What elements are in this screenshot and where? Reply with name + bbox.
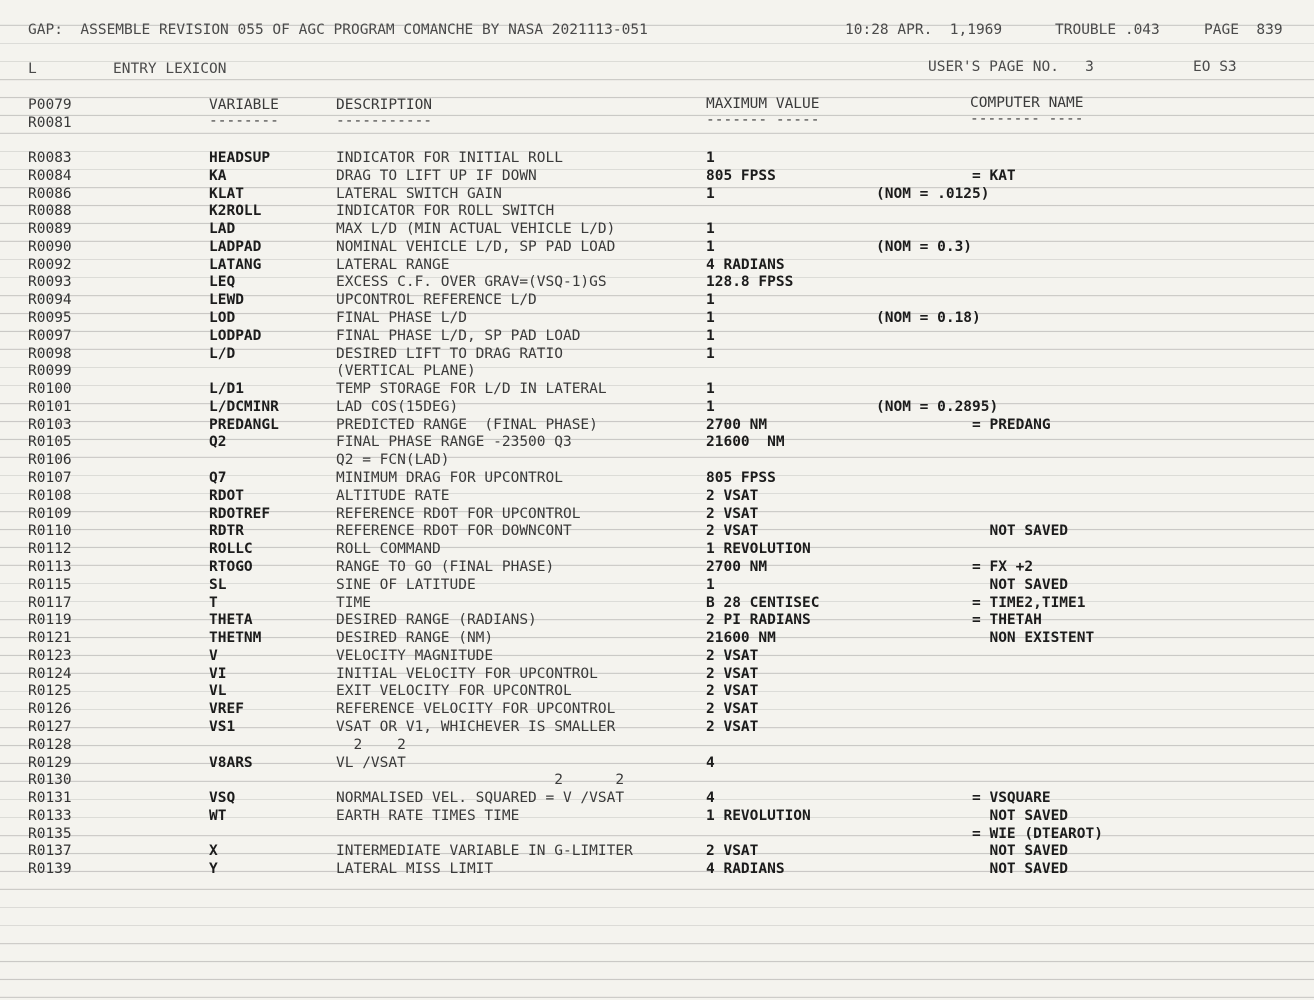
row-variable: RDTR	[209, 523, 244, 540]
row-description: TEMP STORAGE FOR L/D IN LATERAL	[336, 381, 607, 398]
row-variable: LODPAD	[209, 327, 262, 344]
column-ref-top: P0079	[28, 97, 72, 113]
row-ref: R0093	[28, 274, 72, 291]
row-ref: R0092	[28, 256, 72, 273]
row-variable: THETNM	[209, 630, 262, 647]
row-maximum-value: 805 FPSS	[706, 167, 776, 184]
row-description: DRAG TO LIFT UP IF DOWN	[336, 167, 537, 184]
row-variable: VS1	[209, 718, 236, 735]
row-description: MAX L/D (MIN ACTUAL VEHICLE L/D)	[336, 221, 616, 238]
header-section-title: ENTRY LEXICON	[113, 61, 227, 77]
row-maximum-value: 2 VSAT	[706, 523, 759, 540]
row-description: REFERENCE RDOT FOR DOWNCONT	[336, 523, 572, 540]
row-description: VL /VSAT	[336, 754, 406, 771]
row-ref: R0124	[28, 665, 72, 682]
row-description: NOMINAL VEHICLE L/D, SP PAD LOAD	[336, 238, 616, 255]
column-header-variable: VARIABLE	[209, 97, 279, 113]
row-description: LATERAL RANGE	[336, 256, 450, 273]
row-ref: R0106	[28, 452, 72, 469]
row-computer-name: = VSQUARE	[972, 790, 1051, 807]
row-ref: R0090	[28, 238, 72, 255]
header-log-marker: L	[28, 61, 37, 77]
row-variable: ROLLC	[209, 541, 253, 558]
row-description: (VERTICAL PLANE)	[336, 363, 476, 380]
row-description: LAD COS(15DEG)	[336, 398, 459, 415]
header-users-page: USER'S PAGE NO. 3	[928, 59, 1094, 75]
row-ref: R0095	[28, 310, 72, 327]
row-variable: LEQ	[209, 274, 236, 291]
row-computer-name: NOT SAVED	[972, 807, 1069, 824]
row-ref: R0098	[28, 345, 72, 362]
row-description: Q2 = FCN(LAD)	[336, 452, 450, 469]
row-ref: R0084	[28, 167, 72, 184]
row-ref: R0131	[28, 790, 72, 807]
row-ref: R0089	[28, 221, 72, 238]
row-maximum-value: 1	[706, 221, 715, 238]
row-maximum-value: 2 VSAT	[706, 718, 759, 735]
row-variable: V	[209, 647, 218, 664]
row-ref: R0117	[28, 594, 72, 611]
header-page-number: PAGE 839	[1204, 22, 1283, 38]
row-ref: R0101	[28, 398, 72, 415]
row-computer-name: = WIE (DTEAROT)	[972, 825, 1103, 842]
row-maximum-value: 1	[706, 327, 715, 344]
row-description: MINIMUM DRAG FOR UPCONTROL	[336, 470, 563, 487]
row-maximum-value: 2 VSAT	[706, 487, 759, 504]
row-variable: VSQ	[209, 790, 236, 807]
row-variable: T	[209, 594, 218, 611]
row-variable: Q2	[209, 434, 227, 451]
row-variable: RDOTREF	[209, 505, 271, 522]
row-maximum-value: 2 VSAT	[706, 665, 759, 682]
row-variable: LOD	[209, 310, 236, 327]
row-variable: RTOGO	[209, 558, 253, 575]
row-description: INDICATOR FOR INITIAL ROLL	[336, 150, 563, 166]
row-description: FINAL PHASE RANGE -23500 Q3	[336, 434, 572, 451]
row-computer-name: = TIME2,TIME1	[972, 594, 1086, 611]
row-description: PREDICTED RANGE (FINAL PHASE)	[336, 416, 598, 433]
row-description: ALTITUDE RATE	[336, 487, 450, 504]
row-maximum-value: 2 VSAT	[706, 647, 759, 664]
row-variable: LADPAD	[209, 238, 262, 255]
row-variable: Y	[209, 861, 218, 878]
row-maximum-value: 21600 NM	[706, 630, 776, 647]
row-maximum-value: 2 PI RADIANS	[706, 612, 811, 629]
row-ref: R0105	[28, 434, 72, 451]
row-variable: LAD	[209, 221, 236, 238]
row-maximum-value: 1	[706, 345, 715, 362]
row-maximum-value: 1	[706, 398, 715, 415]
row-description: FINAL PHASE L/D	[336, 310, 467, 327]
row-computer-name: NOT SAVED	[972, 843, 1069, 860]
row-description: ROLL COMMAND	[336, 541, 441, 558]
row-variable: L/DCMINR	[209, 398, 279, 415]
row-ref: R0127	[28, 718, 72, 735]
row-description: DESIRED RANGE (NM)	[336, 630, 494, 647]
column-header-description: DESCRIPTION	[336, 97, 433, 113]
row-ref: R0119	[28, 612, 72, 629]
row-variable: VREF	[209, 701, 244, 718]
row-maximum-value: 4	[706, 754, 715, 771]
row-computer-name: = FX +2	[972, 558, 1034, 575]
header-log-section: EO S3	[1193, 59, 1237, 75]
row-variable: WT	[209, 807, 227, 824]
row-ref: R0100	[28, 381, 72, 398]
row-description: NORMALISED VEL. SQUARED = V /VSAT	[336, 790, 625, 807]
row-variable: VI	[209, 665, 227, 682]
row-description: RANGE TO GO (FINAL PHASE)	[336, 558, 555, 575]
row-variable: LEWD	[209, 292, 244, 309]
row-description: EXCESS C.F. OVER GRAV=(VSQ-1)GS	[336, 274, 607, 291]
row-maximum-value: 1	[706, 238, 715, 255]
row-description: EXIT VELOCITY FOR UPCONTROL	[336, 683, 572, 700]
row-description: 2 2	[336, 772, 625, 789]
column-header-maximum-value: MAXIMUM VALUE	[706, 96, 820, 112]
row-variable: X	[209, 843, 218, 860]
column-underline-maximum-value: ------- -----	[706, 112, 820, 128]
header-trouble: TROUBLE .043	[1055, 22, 1160, 38]
row-variable: SL	[209, 576, 227, 593]
row-nominal-note: (NOM = 0.3)	[876, 238, 973, 255]
row-maximum-value: 2 VSAT	[706, 683, 759, 700]
row-ref: R0109	[28, 505, 72, 522]
row-maximum-value: B 28 CENTISEC	[706, 594, 820, 611]
header-assembly-line: GAP: ASSEMBLE REVISION 055 OF AGC PROGRAM COMANCHE BY NASA 2021113-051	[28, 22, 648, 38]
row-description: REFERENCE RDOT FOR UPCONTROL	[336, 505, 581, 522]
row-ref: R0126	[28, 701, 72, 718]
row-maximum-value: 1 REVOLUTION	[706, 541, 811, 558]
row-description: VSAT OR V1, WHICHEVER IS SMALLER	[336, 718, 616, 735]
row-ref: R0112	[28, 541, 72, 558]
row-ref: R0099	[28, 363, 72, 380]
row-ref: R0094	[28, 292, 72, 309]
row-variable: VL	[209, 683, 227, 700]
row-variable: V8ARS	[209, 754, 253, 771]
row-variable: LATANG	[209, 256, 262, 273]
row-ref: R0115	[28, 576, 72, 593]
row-computer-name: NOT SAVED	[972, 523, 1069, 540]
row-ref: R0086	[28, 185, 72, 202]
row-maximum-value: 1	[706, 185, 715, 202]
row-description: DESIRED RANGE (RADIANS)	[336, 612, 537, 629]
row-description: SINE OF LATITUDE	[336, 576, 476, 593]
row-ref: R0128	[28, 736, 72, 753]
row-maximum-value: 1	[706, 310, 715, 327]
row-ref: R0121	[28, 630, 72, 647]
row-maximum-value: 2 VSAT	[706, 701, 759, 718]
row-computer-name: NOT SAVED	[972, 576, 1069, 593]
header-timestamp: 10:28 APR. 1,1969	[845, 22, 1003, 38]
row-maximum-value: 4 RADIANS	[706, 861, 785, 878]
row-ref: R0103	[28, 416, 72, 433]
column-underline-variable: --------	[209, 113, 279, 129]
row-maximum-value: 1	[706, 150, 715, 166]
row-ref: R0137	[28, 843, 72, 860]
row-nominal-note: (NOM = .0125)	[876, 185, 990, 202]
row-ref: R0135	[28, 825, 72, 842]
row-variable: K2ROLL	[209, 203, 262, 220]
row-maximum-value: 805 FPSS	[706, 470, 776, 487]
row-maximum-value: 2700 NM	[706, 416, 768, 433]
row-variable: L/D	[209, 345, 236, 362]
column-underline-description: -----------	[336, 113, 433, 129]
row-variable: L/D1	[209, 381, 244, 398]
row-description: TIME	[336, 594, 371, 611]
row-variable: HEADSUP	[209, 150, 271, 166]
row-ref: R0108	[28, 487, 72, 504]
row-ref: R0133	[28, 807, 72, 824]
row-description: INITIAL VELOCITY FOR UPCONTROL	[336, 665, 598, 682]
row-description: FINAL PHASE L/D, SP PAD LOAD	[336, 327, 581, 344]
row-description: 2 2	[336, 736, 406, 753]
row-description: LATERAL MISS LIMIT	[336, 861, 494, 878]
row-maximum-value: 1	[706, 381, 715, 398]
column-header-computer-name: COMPUTER NAME	[970, 95, 1084, 111]
row-variable: RDOT	[209, 487, 244, 504]
row-description: REFERENCE VELOCITY FOR UPCONTROL	[336, 701, 616, 718]
row-ref: R0113	[28, 558, 72, 575]
row-computer-name: = KAT	[972, 167, 1016, 184]
row-description: INTERMEDIATE VARIABLE IN G-LIMITER	[336, 843, 633, 860]
row-computer-name: = THETAH	[972, 612, 1042, 629]
row-maximum-value: 2 VSAT	[706, 843, 759, 860]
row-description: VELOCITY MAGNITUDE	[336, 647, 494, 664]
row-ref: R0107	[28, 470, 72, 487]
row-variable: KA	[209, 167, 227, 184]
row-variable: THETA	[209, 612, 253, 629]
row-description: LATERAL SWITCH GAIN	[336, 185, 502, 202]
row-nominal-note: (NOM = 0.18)	[876, 310, 981, 327]
row-variable: KLAT	[209, 185, 244, 202]
row-description: DESIRED LIFT TO DRAG RATIO	[336, 345, 563, 362]
row-description: UPCONTROL REFERENCE L/D	[336, 292, 537, 309]
row-variable: PREDANGL	[209, 416, 279, 433]
row-maximum-value: 4 RADIANS	[706, 256, 785, 273]
row-nominal-note: (NOM = 0.2895)	[876, 398, 999, 415]
row-ref: R0088	[28, 203, 72, 220]
row-maximum-value: 2700 NM	[706, 558, 768, 575]
row-description: EARTH RATE TIMES TIME	[336, 807, 520, 824]
row-ref: R0130	[28, 772, 72, 789]
row-maximum-value: 1	[706, 292, 715, 309]
row-maximum-value: 21600 NM	[706, 434, 785, 451]
row-ref: R0139	[28, 861, 72, 878]
row-computer-name: NOT SAVED	[972, 861, 1069, 878]
row-maximum-value: 1	[706, 576, 715, 593]
row-computer-name: = PREDANG	[972, 416, 1051, 433]
row-ref: R0129	[28, 754, 72, 771]
row-computer-name: NON EXISTENT	[972, 630, 1095, 647]
row-maximum-value: 2 VSAT	[706, 505, 759, 522]
row-variable: Q7	[209, 470, 227, 487]
row-ref: R0125	[28, 683, 72, 700]
row-ref: R0123	[28, 647, 72, 664]
row-maximum-value: 128.8 FPSS	[706, 274, 794, 291]
row-ref: R0110	[28, 523, 72, 540]
column-ref-bottom: R0081	[28, 115, 72, 131]
row-maximum-value: 1 REVOLUTION	[706, 807, 811, 824]
row-maximum-value: 4	[706, 790, 715, 807]
column-underline-computer-name: -------- ----	[970, 111, 1084, 127]
row-ref: R0097	[28, 327, 72, 344]
row-ref: R0083	[28, 150, 72, 166]
row-description: INDICATOR FOR ROLL SWITCH	[336, 203, 555, 220]
